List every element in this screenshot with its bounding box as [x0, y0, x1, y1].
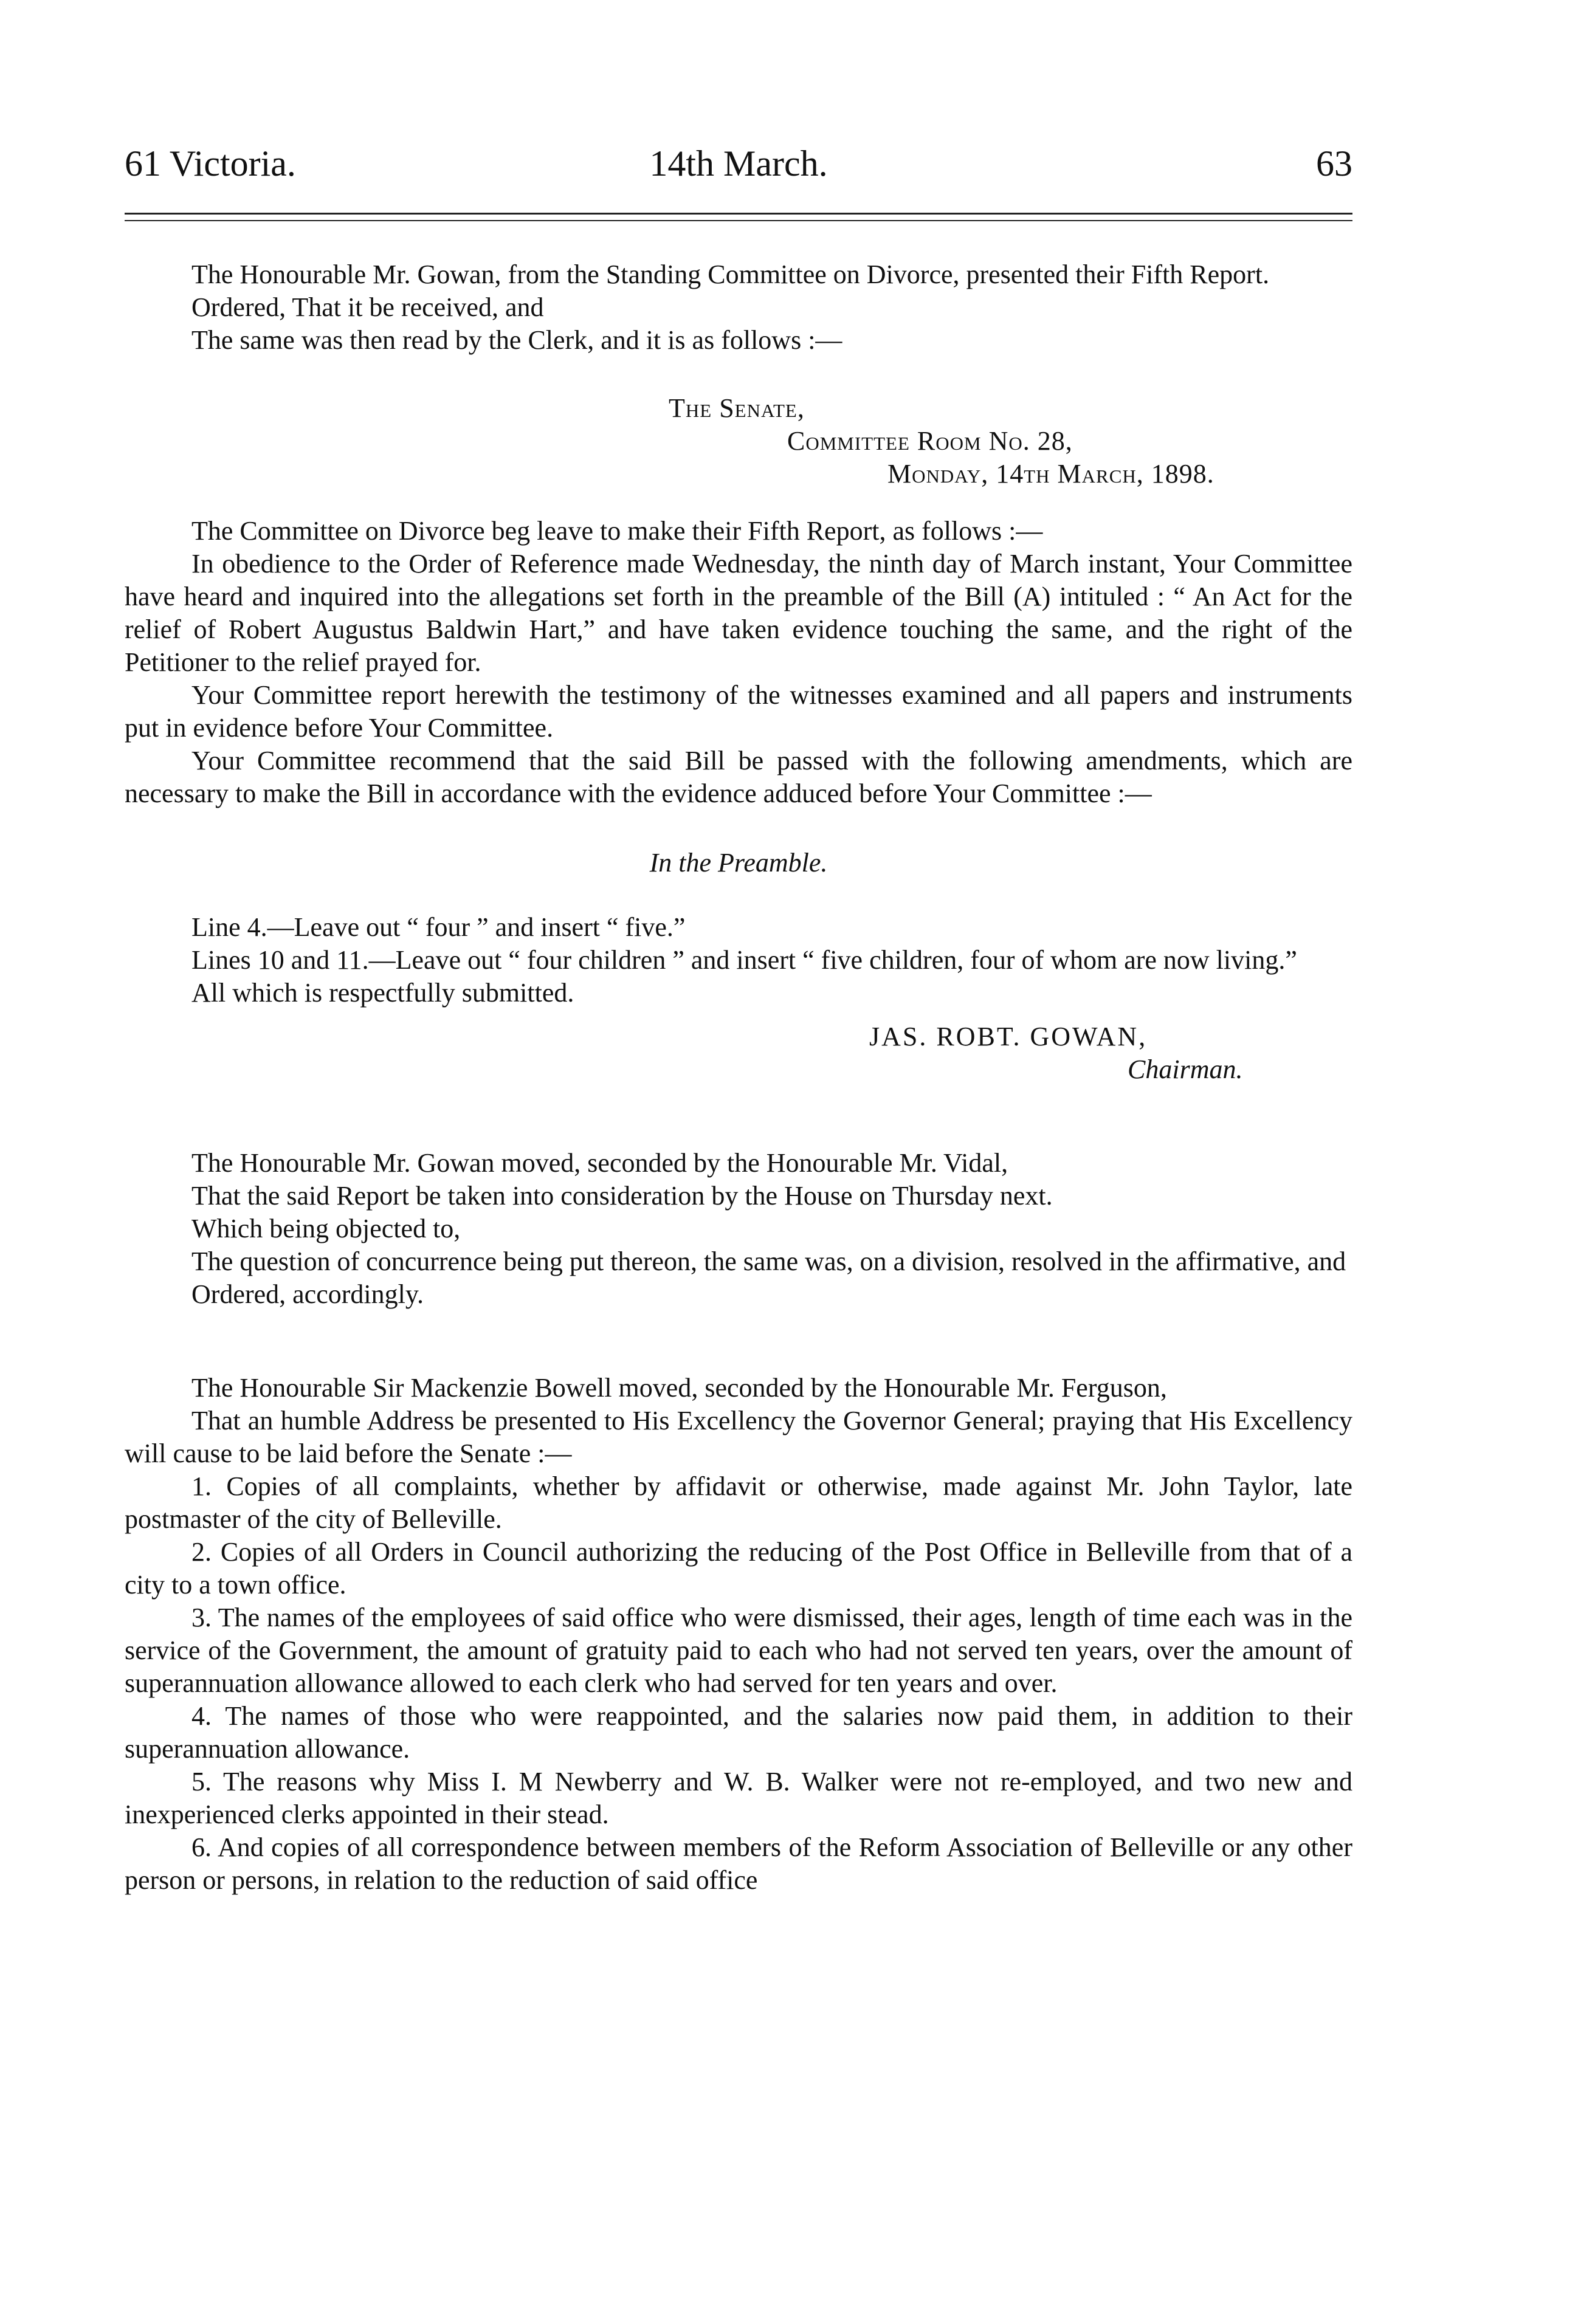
address-item: 1. Copies of all complaints, whether by affidavit or otherwise, made against Mr. John Taylor, late postmaster of the city of Belleville. — [125, 1471, 1352, 1534]
address-line: The Senate, — [669, 393, 805, 423]
header-rule-bottom — [125, 220, 1352, 221]
running-header — [125, 143, 1352, 191]
signature-name: JAS. ROBT. GOWAN, — [869, 1022, 1148, 1051]
address-item: 2. Copies of all Orders in Council authorizing the reducing of the Post Office in Belleville from that of a city to a town office. — [125, 1537, 1352, 1600]
intro-paragraph: The same was then read by the Clerk, and it is as follows :— — [191, 325, 842, 355]
motion-paragraph: That the said Report be taken into consideration by the House on Thursday next. — [191, 1181, 1053, 1211]
report-paragraph: Your Committee recommend that the said Bill be passed with the following amendments, which are necessary to make the Bill in accordance with the evidence adduced before Your Committee :— — [125, 746, 1352, 808]
motion-bowell — [125, 1372, 1352, 1897]
motion-paragraph: The question of concurrence being put thereon, the same was, on a division, resolved in the affirmative, and — [191, 1246, 1346, 1276]
report-address — [125, 392, 1352, 490]
motion-paragraph: Which being objected to, — [191, 1214, 461, 1243]
address-item: 5. The reasons why Miss I. M Newberry and W. B. Walker were not re-employed, and two new and inexperienced clerks appointed in their stead. — [125, 1767, 1352, 1829]
signature-title: Chairman. — [1128, 1054, 1243, 1084]
report-paragraph: Your Committee report herewith the testimony of the witnesses examined and all papers and instruments put in evidence before Your Committee. — [125, 680, 1352, 743]
address-item: 3. The names of the employees of said office who were dismissed, their ages, length of time each was in the service of the Government, the amount of gratuity paid to each who had not served ten years, over the amount of superannuation allowance allowed to each clerk who had served for ten years and over. — [125, 1603, 1352, 1698]
committee-report — [125, 515, 1352, 810]
address-line: Monday, 14th March, 1898. — [887, 459, 1214, 489]
header-session: 61 Victoria. — [125, 143, 296, 184]
header-rule-top — [125, 213, 1352, 215]
motion-paragraph: That an humble Address be presented to His Excellency the Governor General; praying that His Excellency will cause to be laid before the Senate :— — [125, 1406, 1352, 1468]
intro-paragraph: The Honourable Mr. Gowan, from the Standing Committee on Divorce, presented their Fifth Report. — [191, 260, 1270, 289]
closing-line: All which is respectfully submitted. — [191, 978, 574, 1008]
preamble-heading: In the Preamble. — [649, 848, 828, 878]
motion-paragraph: The Honourable Mr. Gowan moved, seconded by the Honourable Mr. Vidal, — [191, 1148, 1008, 1178]
header-date: 14th March. — [649, 143, 828, 184]
report-paragraph: In obedience to the Order of Reference made Wednesday, the ninth day of March instant, Your Committee have heard and inquired into the allegations set forth in the preamble of the Bill (A) intituled : “ An Act for the relief of Robert Augustus Baldwin Hart,” and have taken evidence touching the same, and the right of the Petitioner to the relief prayed for. — [125, 549, 1352, 677]
motion-gowan — [125, 1147, 1352, 1311]
amendment-line: Lines 10 and 11.—Leave out “ four children ” and insert “ five children, four of whom are now living.” — [191, 945, 1297, 975]
page-number: 63 — [1316, 143, 1352, 184]
address-line: Committee Room No. 28, — [787, 426, 1073, 456]
preamble-amendments — [125, 911, 1352, 1009]
report-paragraph: The Committee on Divorce beg leave to make their Fifth Report, as follows :— — [191, 516, 1043, 546]
address-item: 6. And copies of all correspondence between members of the Reform Association of Belleville or any other person or persons, in relation to the reduction of said office — [125, 1832, 1352, 1895]
address-item: 4. The names of those who were reappointed, and the salaries now paid them, in addition to their superannuation allowance. — [125, 1701, 1352, 1764]
motion-paragraph: The Honourable Sir Mackenzie Bowell moved, seconded by the Honourable Mr. Ferguson, — [191, 1373, 1167, 1403]
amendment-line: Line 4.—Leave out “ four ” and insert “ five.” — [191, 912, 686, 942]
journal-body — [125, 258, 1352, 1897]
report-intro — [125, 258, 1352, 357]
intro-paragraph: Ordered, That it be received, and — [191, 292, 544, 322]
motion-paragraph: Ordered, accordingly. — [191, 1279, 424, 1309]
